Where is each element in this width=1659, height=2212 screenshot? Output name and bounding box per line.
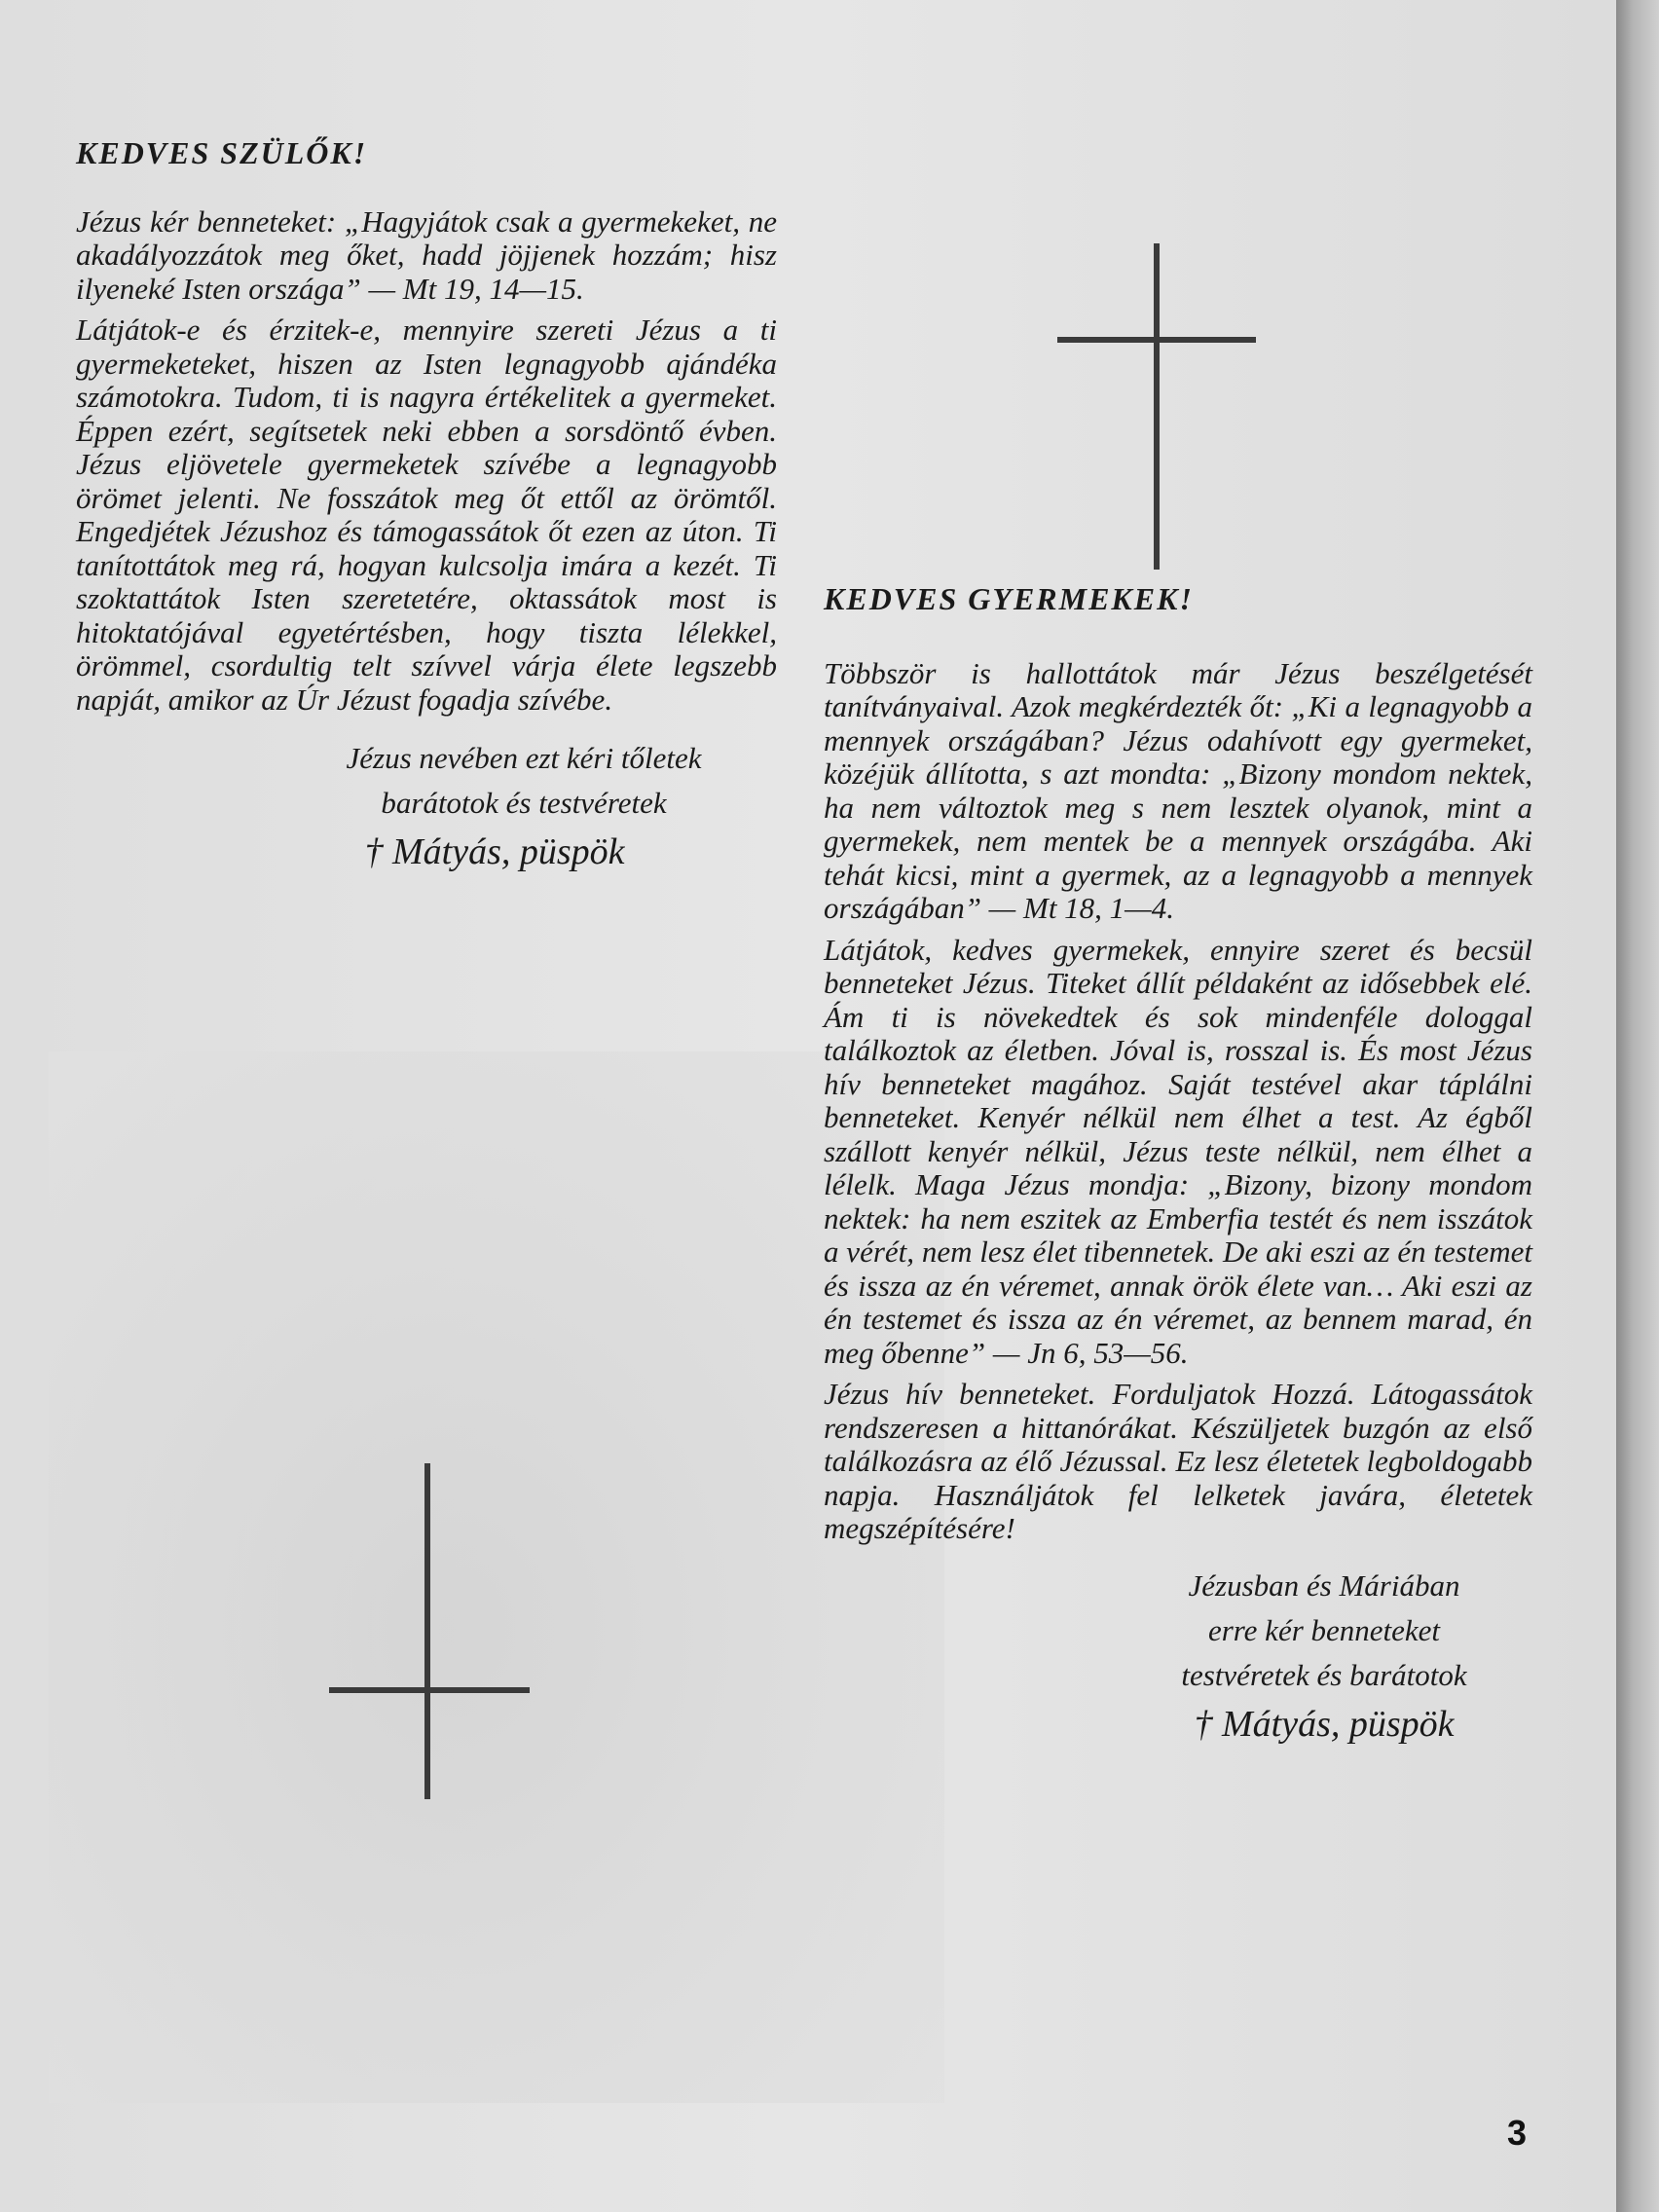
children-signoff-line-3: testvéretek és barátotok <box>1181 1657 1467 1692</box>
children-paragraph-2: Látjátok, kedves gyermekek, ennyire szeret és becsül benneteket Jézus. Titeket állít példaként az idősebbek elé. Ám ti is növekedtek és sok mindenféle dologgal találkoztok az életben. Jóval is, rosszal is. És most Jézus hív benneteket magához. Saját testével akar táplálni benneteket. Kenyér nélkül nem élhet a test. Az égből szállott kenyér nélkül, Jézus teste nélkül, nem élhet a lélelk. Maga Jézus mondja: „Bizony, bizony mondom nektek: ha nem eszitek az Emberfia testét és nem isszátok a vérét, nem lesz élet tibennetek. De aki eszi az én testemet és issza az én véremet, annak örök élete van… Aki eszi az én testemet és issza az én véremet, az bennem marad, én meg őbenne” — Jn 6, 53—56. <box>824 932 1532 1370</box>
children-paragraph-1: Többször is hallottátok már Jézus beszélgetését tanítványaival. Azok megkérdezték őt: „Ki a legnagyobb a mennyek országában? Jézus odahívott egy gyermeket, közéjük állította, s azt mondta: „Bizony mondom nektek, ha nem változtok meg s nem lesztek olyanok, mint a gyermekek, nem mentek be a mennyek országába. Aki tehát kicsi, mint a gyermek, az a legnagyobb a mennyek országában” — Mt 18, 1—4. <box>824 655 1532 925</box>
children-paragraph-3: Jézus hív benneteket. Forduljatok Hozzá. Látogassátok rendszeresen a hittanórákat. Készüljetek buzgón az első találkozásra az élő Jézussal. Ez lesz életetek legboldogabb napja. Használjátok fel lelketek javára, életetek megszépítésére! <box>824 1377 1532 1545</box>
children-signoff-line-1: Jézusban és Máriában <box>1188 1567 1460 1603</box>
parents-signoff-line-2: barátotok és testvéretek <box>381 786 667 820</box>
children-signature: † Mátyás, püspök <box>1194 1703 1455 1745</box>
children-signoff-line-2: erre kér benneteket <box>1207 1612 1441 1647</box>
children-heading: KEDVES GYERMEKEK! <box>824 581 1194 616</box>
letter-to-children <box>824 582 1532 1749</box>
parents-paragraph-2: Látjátok-e és érzitek-e, mennyire szereti Jézus a ti gyermeketeket, hiszen az Isten legnagyobb ajándéka számotokra. Tudom, ti is nagyra értékelitek a gyermeket. Éppen ezért, segítsetek neki ebben a sorsdöntő évben. Jézus eljövetele gyermeketek szívébe a legnagyobb örömet jelenti. Ne fosszátok meg őt ettől az örömtől. Engedjétek Jézushoz és támogassátok őt ezen az úton. Ti tanítottátok meg rá, hogyan kulcsolja imára a kezét. Ti szoktattátok Isten szeretetére, oktassátok most is hitoktatójával egyetértésben, hogy tiszta lélekkel, örömmel, csordultig telt szívvel várja élete legszebb napját, amikor az Úr Jézust fogadja szívébe. <box>76 313 777 717</box>
page-number: 3 <box>1507 2113 1528 2153</box>
parents-heading: KEDVES SZÜLŐK! <box>76 135 368 170</box>
faded-background-photo <box>49 1051 944 2103</box>
letter-to-parents <box>76 136 777 877</box>
parents-signoff-line-1: Jézus nevében ezt kéri tőletek <box>346 741 702 775</box>
parents-signature: † Mátyás, püspök <box>364 831 625 872</box>
parents-paragraph-1: Jézus kér benneteket: „Hagyjátok csak a gyermekeket, ne akadályozzátok meg őket, hadd jöjjenek hozzám; hisz ilyeneké Isten országa” — Mt 19, 14—15. <box>76 203 777 306</box>
page-edge <box>1616 0 1659 2212</box>
